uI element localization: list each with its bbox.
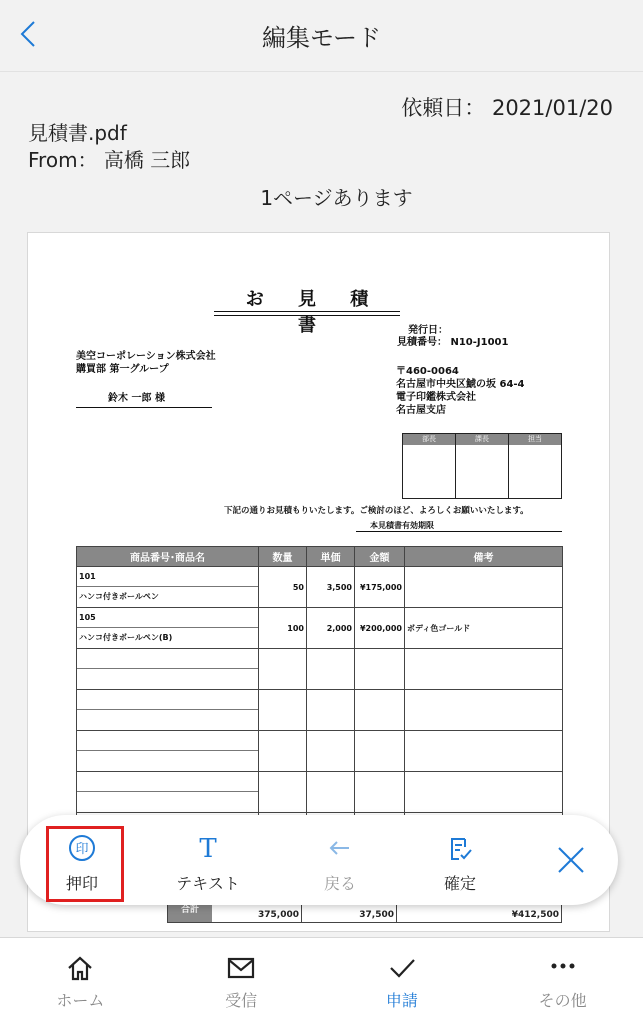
tab-inbox-label: 受信 <box>225 991 258 1010</box>
table-row <box>77 772 563 813</box>
validity-underline <box>356 531 562 532</box>
item-note: ボディ色ゴールド <box>405 608 563 649</box>
confirm-button[interactable] <box>420 815 500 905</box>
estimate-number: 見積番号： N10-J1001 <box>397 337 509 348</box>
page-title: 編集モード <box>261 24 382 52</box>
subtotal-value: 375,000 <box>212 898 302 922</box>
item-price: 3,500 <box>307 567 355 608</box>
validity-label: 本見積書有効期限 <box>370 521 434 530</box>
stamp-button[interactable] <box>42 815 122 905</box>
tab-apply-label: 申請 <box>385 991 418 1010</box>
item-amount: ¥175,000 <box>355 567 405 608</box>
issuer-company: 電子印鑑株式会社 <box>396 392 476 403</box>
items-table <box>76 546 563 854</box>
file-info <box>28 120 190 174</box>
undo-label: 戻る <box>323 874 356 893</box>
text-label: テキスト <box>176 874 240 893</box>
total-value: ¥412,500 <box>511 910 559 920</box>
table-row <box>77 608 563 649</box>
check-icon <box>387 954 417 982</box>
approval-column[interactable]: 部長 <box>403 434 456 498</box>
arrow-left-icon <box>325 833 355 863</box>
column-header: 備考 <box>405 547 563 567</box>
client-person: 鈴木 一郎 様 <box>108 393 165 404</box>
issue-date: 発行日： <box>408 325 448 336</box>
svg-text:T: T <box>199 834 217 863</box>
address: 名古屋市中央区鯱の坂 64-4 <box>396 379 525 390</box>
tab-more-label: その他 <box>538 991 587 1010</box>
document-title: お 見 積 書 <box>245 289 383 336</box>
table-row <box>77 690 563 731</box>
request-date: 依頼日： 2021/01/20 <box>401 96 613 120</box>
table-row <box>77 567 563 608</box>
close-icon[interactable] <box>551 840 591 880</box>
home-icon <box>65 954 95 982</box>
item-code: 101 <box>77 567 258 587</box>
column-header: 商品番号･商品名 <box>77 547 259 567</box>
tab-home-label: ホーム <box>56 991 105 1010</box>
bottom-tab-bar <box>0 937 643 1024</box>
tab-inbox[interactable] <box>161 938 322 1024</box>
table-row <box>77 649 563 690</box>
stamp-icon <box>67 833 97 863</box>
table-header-row <box>77 547 563 567</box>
confirm-label: 確定 <box>443 874 476 893</box>
title-underline <box>214 311 400 312</box>
item-price: 2,000 <box>307 608 355 649</box>
table-row <box>77 731 563 772</box>
client-underline <box>76 407 212 408</box>
approval-column[interactable]: 課長 <box>456 434 509 498</box>
client-company: 美空コーポレーション株式会社 <box>76 351 216 362</box>
item-note <box>405 567 563 608</box>
stamp-label: 押印 <box>65 874 98 893</box>
confirm-document-icon <box>445 833 475 863</box>
text-icon <box>193 833 223 863</box>
column-header: 数量 <box>259 547 307 567</box>
undo-button[interactable] <box>300 815 380 905</box>
client-department: 購買部 第一グループ <box>76 364 169 375</box>
app-header <box>0 0 643 72</box>
item-name: ハンコ付きボールペン <box>79 592 159 601</box>
tab-home[interactable] <box>0 938 161 1024</box>
tab-apply[interactable] <box>322 938 483 1024</box>
svg-text:印: 印 <box>75 842 89 857</box>
page-count: 1ページあります <box>260 186 413 210</box>
text-button[interactable] <box>168 815 248 905</box>
postal-code: 〒460-0064 <box>396 366 459 377</box>
item-name: ハンコ付きボールペン(B) <box>79 633 173 642</box>
title-underline-double <box>214 315 400 316</box>
column-header: 単価 <box>307 547 355 567</box>
approval-stamp-box[interactable] <box>402 433 562 499</box>
approval-column[interactable]: 担当 <box>509 434 561 498</box>
tax-value: 37,500 <box>302 898 397 922</box>
item-qty: 100 <box>259 608 307 649</box>
tab-more[interactable] <box>482 938 643 1024</box>
mail-icon <box>226 954 256 982</box>
item-code: 105 <box>77 608 258 628</box>
item-amount: ¥200,000 <box>355 608 405 649</box>
edit-toolbar <box>20 815 618 905</box>
item-qty: 50 <box>259 567 307 608</box>
issuer-branch: 名古屋支店 <box>396 405 446 416</box>
file-name: 見積書.pdf <box>28 121 127 145</box>
more-dots-icon <box>548 954 578 982</box>
totals-label: 合計 <box>168 898 212 922</box>
sender: From： 高橋 三郎 <box>28 148 191 172</box>
column-header: 金額 <box>355 547 405 567</box>
greeting-text: 下記の通りお見積もりいたします。ご検討のほど、よろしくお願いいたします。 <box>224 506 529 516</box>
